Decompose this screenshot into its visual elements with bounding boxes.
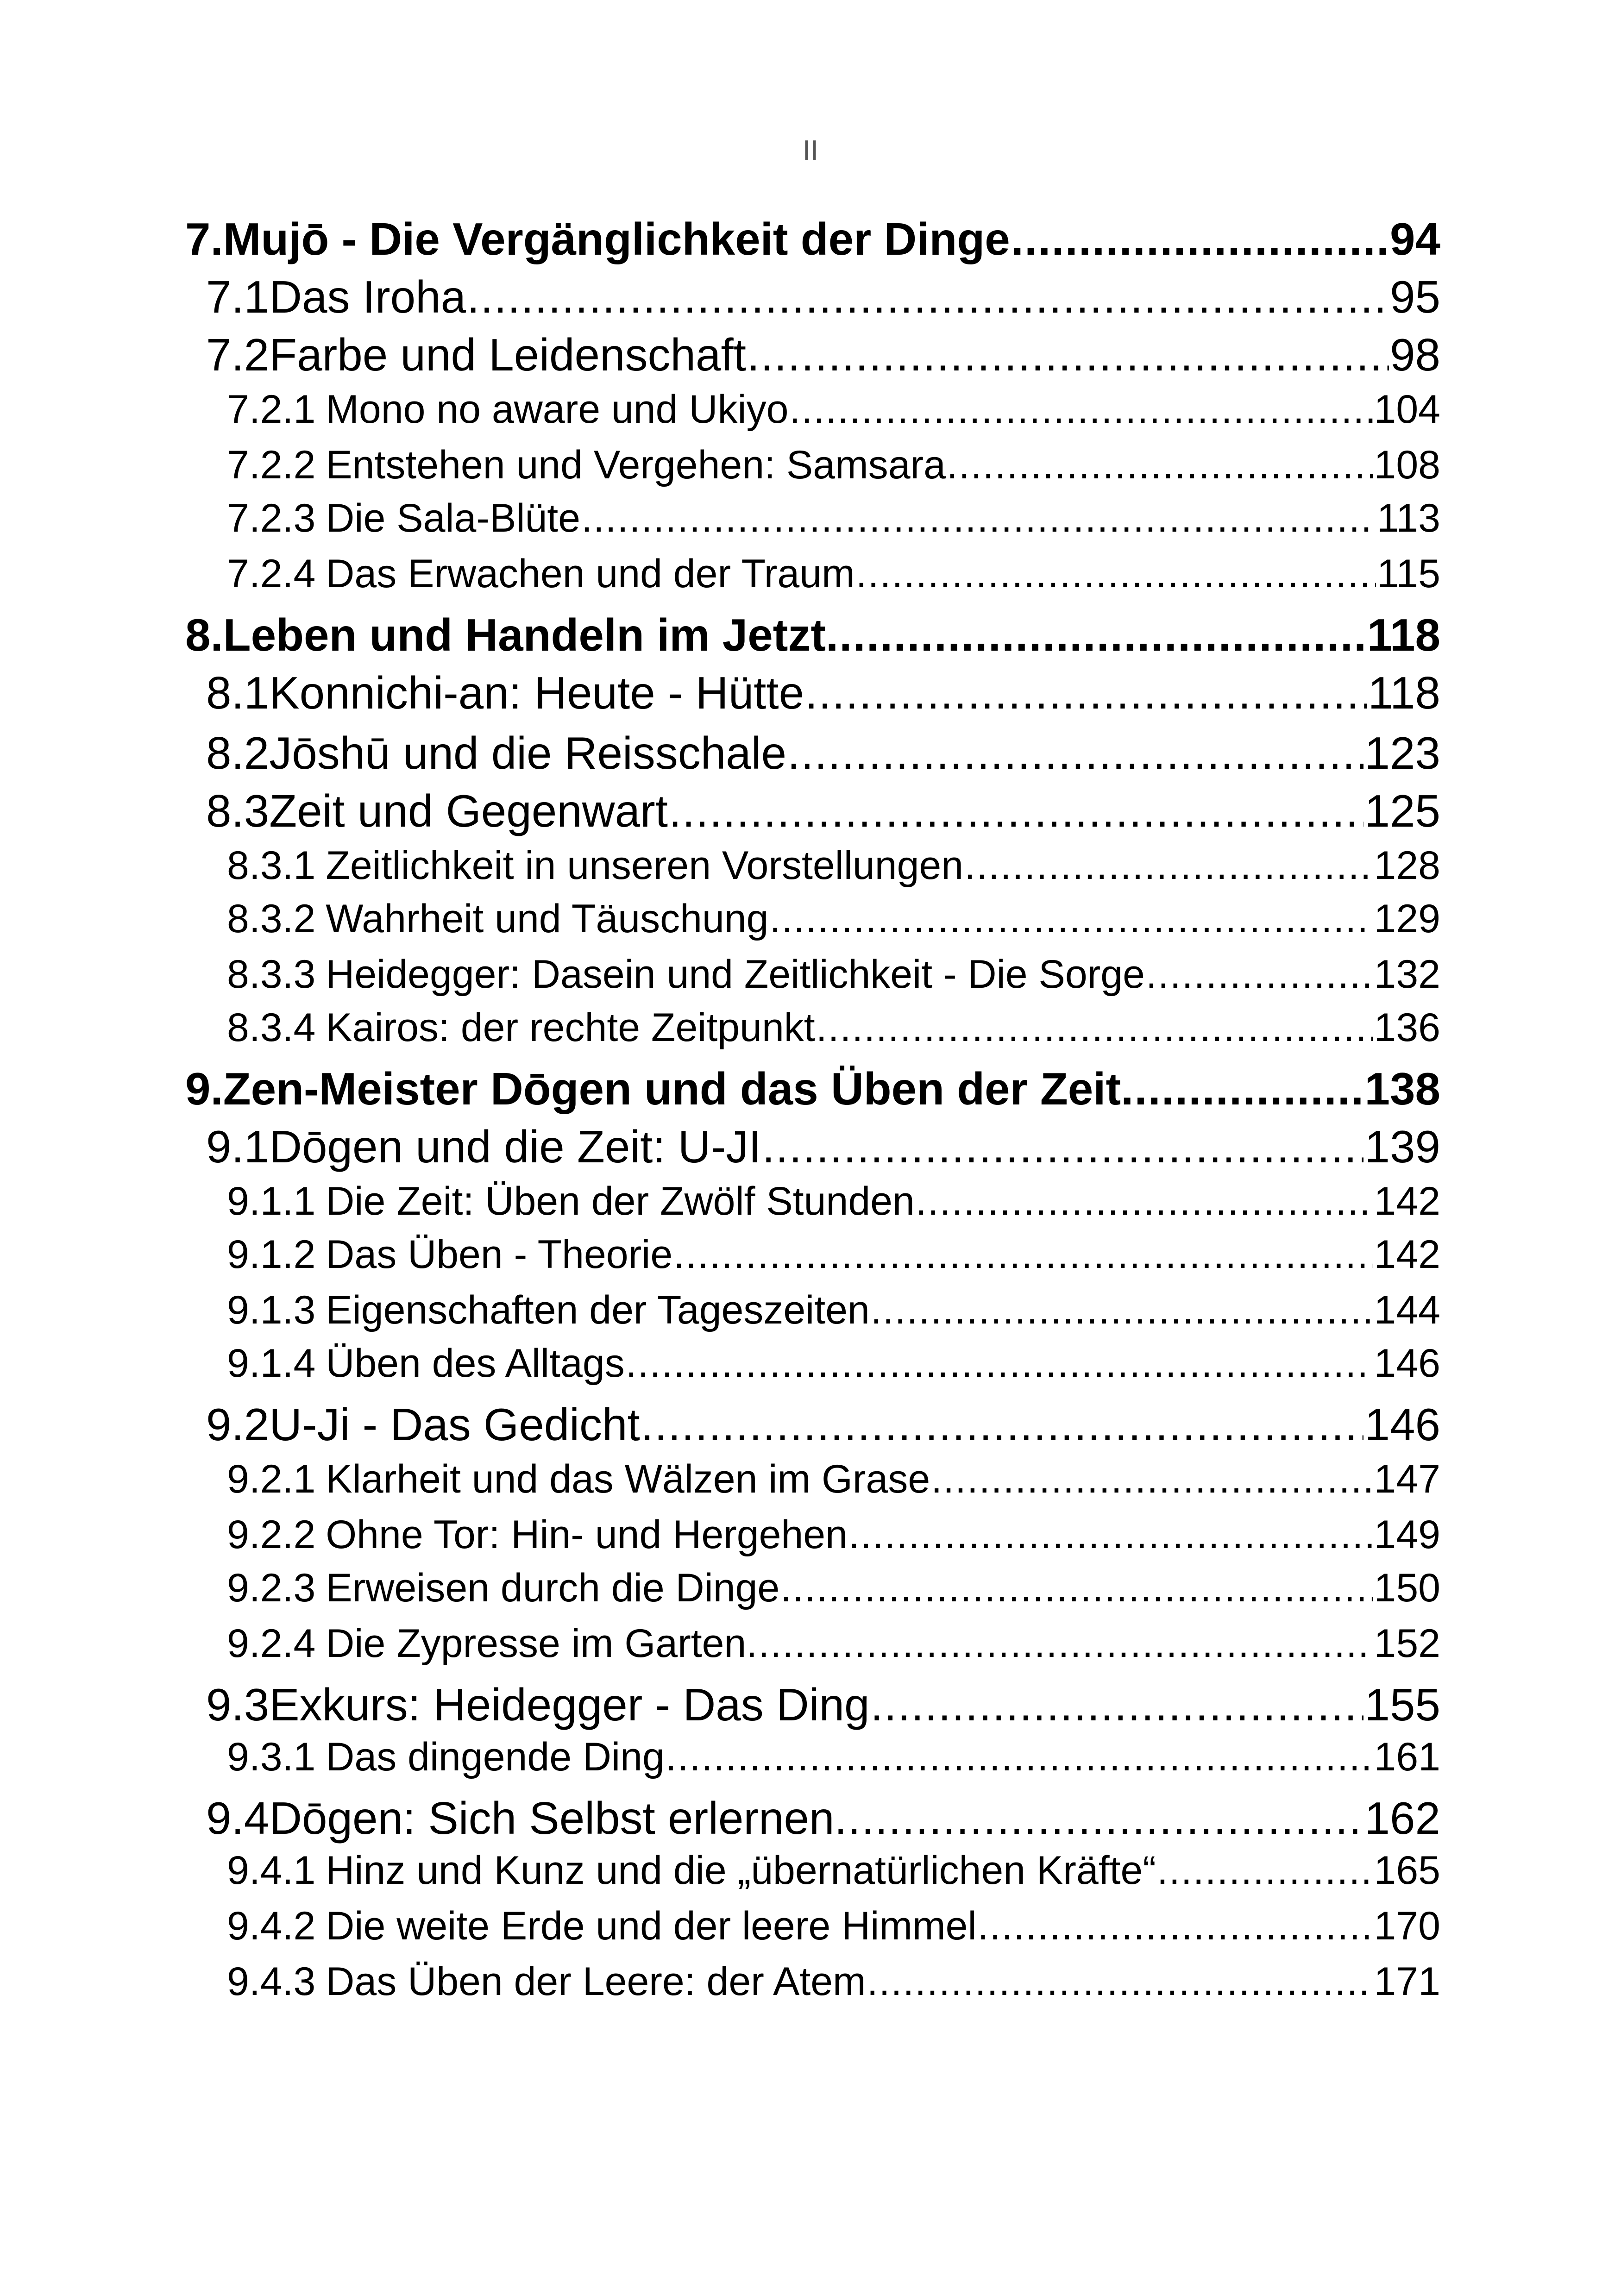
toc-entry-level-3: [227, 1959, 1440, 2005]
toc-entry-page: 139: [1364, 1121, 1440, 1172]
toc-entry-number: 8.1: [206, 667, 270, 718]
toc-entry-title: Mono no aware und Ukiyo: [326, 387, 789, 432]
toc-entry-page: 162: [1364, 1793, 1440, 1844]
toc-entry-page: 115: [1376, 552, 1440, 596]
toc-entry-number: 9.1.2: [227, 1232, 316, 1277]
toc-entry-level-3: [227, 896, 1440, 942]
toc-entry-page: 155: [1364, 1679, 1440, 1730]
toc-entry-level-3: [227, 1341, 1440, 1386]
toc-entry-page: 132: [1374, 952, 1440, 997]
toc-entry-page: 138: [1364, 1063, 1440, 1114]
toc-entry-number: 9.1: [206, 1121, 270, 1172]
dot-leader: [762, 1121, 1363, 1173]
toc-entry-number: 9.4.1: [227, 1848, 316, 1893]
toc-entry-number: 9.3.1: [227, 1735, 316, 1779]
dot-leader: [1146, 952, 1373, 997]
toc-entry-number: 9.2.4: [227, 1621, 316, 1666]
toc-entry-number: 7.2.3: [227, 496, 316, 540]
dot-leader: [856, 551, 1376, 597]
dot-leader: [673, 1232, 1373, 1278]
toc-entry-number: 9.4.2: [227, 1904, 316, 1948]
toc-entry-level-3: [227, 496, 1440, 541]
toc-entry-number: 8.3: [206, 785, 270, 836]
toc-entry-title: Das Üben der Leere: der Atem: [326, 1959, 866, 2004]
toc-entry-level-2: [206, 271, 1440, 323]
toc-entry-page: 152: [1374, 1621, 1440, 1666]
dot-leader: [758, 1621, 1373, 1667]
toc-entry-level-3: [227, 952, 1440, 997]
toc-entry-number: 9.4.3: [227, 1959, 316, 2004]
toc-entry-number: 9.1.4: [227, 1341, 316, 1386]
toc-entry-title: Jōshū und die Reisschale: [269, 728, 787, 778]
dot-leader: [916, 1179, 1373, 1224]
dot-leader: [669, 785, 1364, 837]
toc-entry-page: 95: [1389, 271, 1440, 322]
dot-leader: [666, 1734, 1373, 1780]
dot-leader: [1157, 1848, 1373, 1894]
toc-entry-title: Die Zypresse im Garten.: [326, 1621, 758, 1666]
toc-entry-page: 125: [1364, 785, 1440, 836]
toc-entry-page: 118: [1368, 667, 1440, 718]
toc-entry-title: Klarheit und das Wälzen im Grase: [326, 1457, 930, 1501]
toc-entry-level-3: [227, 551, 1440, 597]
toc-entry-number: 8.3.2: [227, 897, 316, 941]
toc-entry-title: Üben des Alltags: [326, 1341, 625, 1386]
toc-entry-level-3: [227, 843, 1440, 889]
dot-leader: [871, 1287, 1373, 1333]
dot-leader: [787, 727, 1363, 779]
dot-leader: [626, 1341, 1373, 1386]
toc-entry-number: 9.3: [206, 1679, 270, 1730]
toc-entry-level-3: [227, 1848, 1440, 1894]
toc-entry-title: Leben und Handeln im Jetzt.: [223, 609, 839, 660]
toc-entry-level-3: [227, 1456, 1440, 1502]
dot-leader: [871, 1679, 1364, 1731]
dot-leader: [816, 1005, 1373, 1051]
toc-entry-level-3: [227, 442, 1440, 488]
toc-entry-level-2: [206, 1399, 1440, 1451]
toc-entry-level-2: [206, 727, 1440, 779]
toc-entry-title: Mujō - Die Vergänglichkeit der Dinge: [223, 213, 1010, 264]
toc-entry-page: 94: [1389, 213, 1440, 264]
toc-entry-level-2: [206, 1679, 1440, 1731]
toc-entry-page: 136: [1374, 1005, 1440, 1050]
dot-leader: [964, 843, 1373, 889]
toc-entry-title: Das Erwachen und der Traum: [326, 552, 855, 596]
toc-entry-title: Dōgen und die Zeit: U-JI: [269, 1121, 761, 1172]
toc-entry-level-3: [227, 1734, 1440, 1780]
toc-entry-level-3: [227, 1512, 1440, 1558]
dot-leader: [1134, 1063, 1363, 1115]
toc-entry-number: 9.2.1: [227, 1457, 316, 1501]
toc-entry-page: 161: [1374, 1735, 1440, 1779]
dot-leader: [947, 442, 1373, 488]
toc-entry-title: Farbe und Leidenschaft: [269, 329, 746, 380]
toc-entry-title: U-Ji - Das Gedicht: [269, 1399, 640, 1450]
dot-leader: [769, 896, 1373, 942]
toc-entry-level-3: [227, 1179, 1440, 1224]
dot-leader: [467, 271, 1389, 323]
toc-entry-level-2: [206, 329, 1440, 381]
toc-entry-number: 9.2.3: [227, 1566, 316, 1610]
toc-entry-number: 9.1.3: [227, 1288, 316, 1332]
toc-entry-number: 7.: [185, 213, 223, 264]
toc-entry-title: Hinz und Kunz und die „übernatürlichen Kräfte“: [326, 1848, 1156, 1893]
toc-entry-page: 165: [1374, 1848, 1440, 1893]
toc-entry-page: 146: [1364, 1399, 1440, 1450]
toc-entry-number: 7.2: [206, 329, 270, 380]
toc-entry-title: Zen-Meister Dōgen und das Üben der Zeit.: [223, 1063, 1134, 1114]
dot-leader: [931, 1456, 1373, 1502]
toc-entry-title: Kairos: der rechte Zeitpunkt: [326, 1005, 815, 1050]
toc-entry-level-3: [227, 1621, 1440, 1667]
toc-entry-title: Das dingende Ding: [326, 1735, 665, 1779]
toc-entry-page: 147: [1374, 1457, 1440, 1501]
toc-entry-number: 9.2: [206, 1399, 270, 1450]
toc-entry-page: 129: [1374, 897, 1440, 941]
toc-entry-page: 98: [1389, 329, 1440, 380]
toc-entry-page: 144: [1374, 1288, 1440, 1332]
toc-entry-number: 8.3.4: [227, 1005, 316, 1050]
toc-entry-level-2: [206, 785, 1440, 837]
toc-entry-page: 142: [1374, 1232, 1440, 1277]
toc-entry-page: 104: [1374, 387, 1440, 432]
toc-entry-level-2: [206, 1792, 1440, 1844]
toc-entry-number: 8.3.1: [227, 843, 316, 888]
toc-entry-number: 7.2.2: [227, 443, 316, 487]
dot-leader: [805, 667, 1367, 719]
dot-leader: [780, 1565, 1373, 1611]
dot-leader: [789, 387, 1373, 433]
toc-entry-title: Heidegger: Dasein und Zeitlichkeit - Die Sorge: [326, 952, 1145, 997]
toc-entry-page: 123: [1364, 728, 1440, 778]
dot-leader: [839, 609, 1366, 661]
toc-entry-page: 150: [1374, 1566, 1440, 1610]
toc-entry-page: 149: [1374, 1512, 1440, 1557]
toc-entry-page: 128: [1374, 843, 1440, 888]
dot-leader: [867, 1959, 1373, 2005]
toc-entry-number: 8.: [185, 609, 223, 660]
toc-entry-title: Die Sala-Blüte: [326, 496, 581, 540]
toc-entry-title: Exkurs: Heidegger - Das Ding: [269, 1679, 870, 1730]
toc-entry-page: 118: [1367, 609, 1440, 660]
toc-entry-level-2: [206, 1121, 1440, 1173]
toc-entry-page: 142: [1374, 1179, 1440, 1223]
toc-entry-title: Das Iroha: [269, 271, 466, 322]
toc-entry-number: 9.: [185, 1063, 223, 1114]
toc-entry-title: Die Zeit: Üben der Zwölf Stunden: [326, 1179, 915, 1223]
toc-entry-page: 170: [1374, 1904, 1440, 1948]
toc-entry-title: Entstehen und Vergehen: Samsara: [326, 443, 946, 487]
toc-entry-title: Die weite Erde und der leere Himmel: [326, 1904, 977, 1948]
toc-entry-number: 7.1: [206, 271, 270, 322]
toc-entry-title: Konnichi-an: Heute - Hütte: [269, 667, 804, 718]
toc-entry-level-1: [185, 213, 1440, 265]
toc-entry-level-3: [227, 1232, 1440, 1278]
dot-leader: [747, 329, 1389, 381]
toc-entry-page: 113: [1376, 496, 1440, 540]
toc-entry-number: 9.4: [206, 1793, 270, 1844]
dot-leader: [848, 1792, 1364, 1844]
dot-leader: [978, 1903, 1373, 1949]
toc-entry-page: 171: [1374, 1959, 1440, 2004]
dot-leader: [1011, 213, 1389, 265]
toc-entry-level-3: [227, 1565, 1440, 1611]
toc-entry-number: 8.2: [206, 728, 270, 778]
dot-leader: [581, 496, 1376, 541]
toc-entry-level-3: [227, 1005, 1440, 1051]
toc-entry-title: Das Üben - Theorie: [326, 1232, 673, 1277]
toc-entry-page: 146: [1374, 1341, 1440, 1386]
toc-entry-title: Zeitlichkeit in unseren Vorstellungen: [326, 843, 964, 888]
toc-entry-level-2: [206, 667, 1440, 719]
toc-entry-title: Dōgen: Sich Selbst erlernen.: [269, 1793, 847, 1844]
dot-leader: [641, 1399, 1364, 1451]
toc-entry-number: 8.3.3: [227, 952, 316, 997]
toc-entry-number: 7.2.4: [227, 552, 316, 596]
toc-entry-title: Erweisen durch die Dinge: [326, 1566, 780, 1610]
toc-entry-number: 9.2.2: [227, 1512, 316, 1557]
toc-entry-number: 9.1.1: [227, 1179, 316, 1223]
toc-entry-level-1: [185, 1063, 1440, 1115]
toc-entry-number: 7.2.1: [227, 387, 316, 432]
toc-entry-page: 108: [1374, 443, 1440, 487]
toc-entry-level-3: [227, 1903, 1440, 1949]
toc-entry-title: Zeit und Gegenwart: [269, 785, 668, 836]
toc-entry-level-3: [227, 387, 1440, 433]
toc-entry-level-1: [185, 609, 1440, 661]
toc-entry-title: Wahrheit und Täuschung: [326, 897, 769, 941]
toc-entry-title: Eigenschaften der Tageszeiten: [326, 1288, 870, 1332]
page-number: II: [802, 135, 819, 167]
dot-leader: [848, 1512, 1373, 1558]
toc-entry-level-3: [227, 1287, 1440, 1333]
toc-entry-title: Ohne Tor: Hin- und Hergehen: [326, 1512, 848, 1557]
